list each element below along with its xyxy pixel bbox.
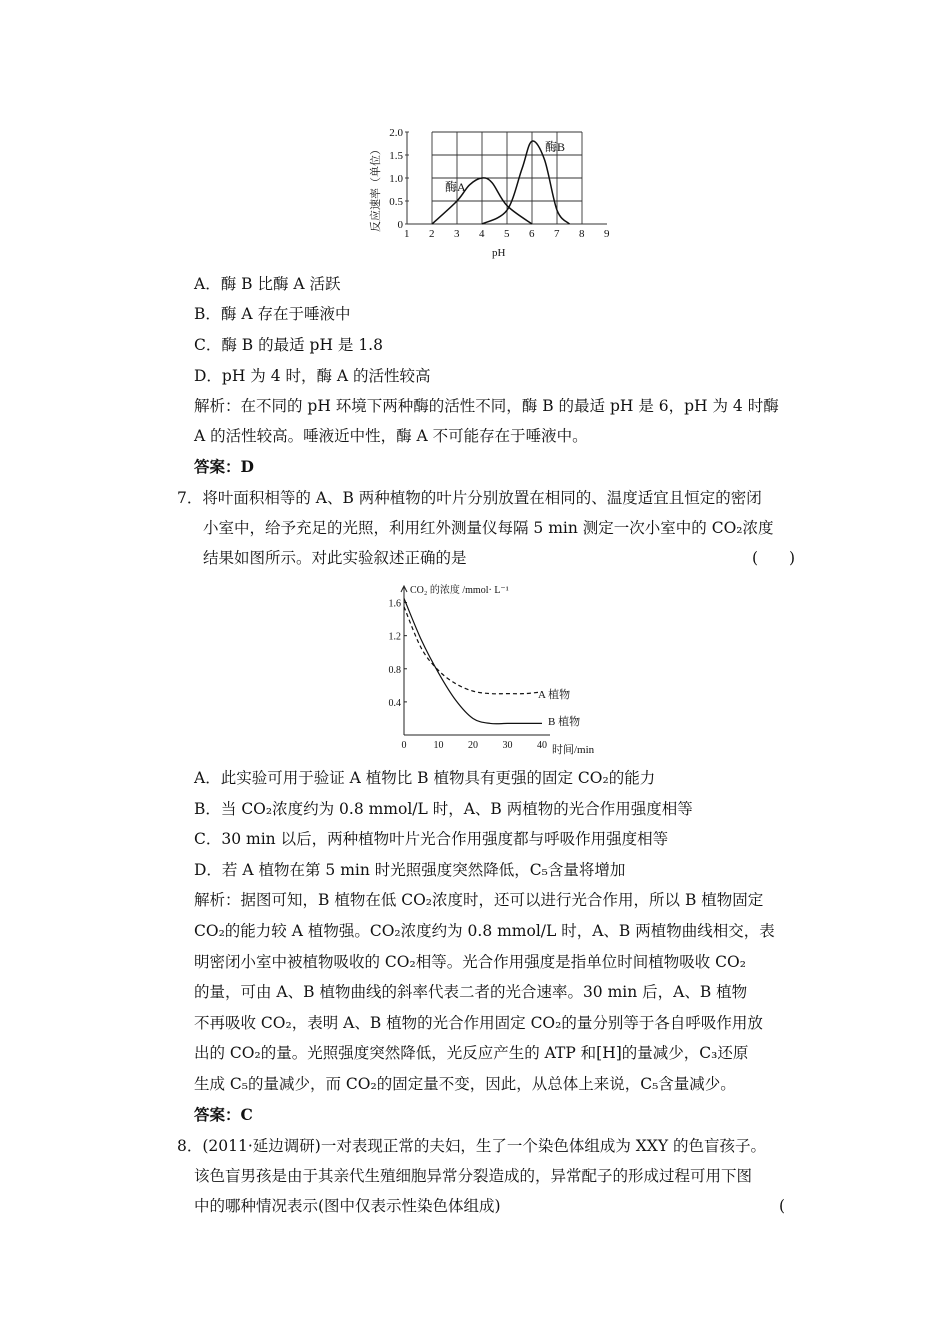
chart2-x-tick: 20 xyxy=(468,740,478,751)
q7-option-a: A．此实验可用于验证 A 植物比 B 植物具有更强的固定 CO₂的能力 xyxy=(194,769,656,787)
chart2-ylabel: CO₂ 的浓度 /mmol· L⁻¹ xyxy=(410,585,509,596)
chart2-y-tick: 1.6 xyxy=(388,598,401,610)
q7-stem-line-2: 小室中，给予充足的光照，利用红外测量仪每隔 5 min 测定一次小室中的 CO₂浓度 xyxy=(203,519,774,537)
chart1-x-tick: 1 xyxy=(404,228,410,240)
q7-analysis-line-5: 不再吸收 CO₂，表明 A、B 植物的光合作用固定 CO₂的量分别等于各自呼吸作用放 xyxy=(194,1014,763,1032)
q7-option-b: B．当 CO₂浓度约为 0.8 mmol/L 时，A、B 两植物的光合作用强度相等 xyxy=(194,800,693,818)
chart1-y-tick: 1.0 xyxy=(389,173,403,185)
chart1-x-tick: 5 xyxy=(504,228,510,240)
chart1-y-tick: 1.5 xyxy=(389,150,403,162)
q7-option-d: D．若 A 植物在第 5 min 时光照强度突然降低，C₅含量将增加 xyxy=(194,861,626,879)
enzyme-ph-chart xyxy=(365,122,625,260)
chart1-x-tick: 2 xyxy=(429,228,435,240)
chart2-legend-b: B 植物 xyxy=(548,716,581,728)
chart1-x-tick: 3 xyxy=(454,228,460,240)
q7-analysis-line-2: CO₂的能力较 A 植物强。CO₂浓度约为 0.8 mmol/L 时，A、B 两植物曲线相交，表 xyxy=(194,922,775,940)
chart1-x-tick: 7 xyxy=(554,228,560,240)
chart2-series-plant-b xyxy=(404,598,542,723)
q8-answer-bracket: ( xyxy=(779,1197,786,1215)
chart1-x-tick: 9 xyxy=(604,228,610,240)
q8-stem-line-3: 中的哪种情况表示(图中仅表示性染色体组成) xyxy=(194,1197,501,1215)
chart1-y-tick: 0.5 xyxy=(389,196,403,208)
q7-analysis-line-6: 出的 CO₂的量。光照强度突然降低，光反应产生的 ATP 和[H]的量减少，C₃还原 xyxy=(194,1044,749,1062)
q7-analysis-line-3: 明密闭小室中被植物吸收的 CO₂相等。光合作用强度是指单位时间植物吸收 CO₂ xyxy=(194,953,746,971)
chart1-x-tick: 8 xyxy=(579,228,585,240)
co2-concentration-chart xyxy=(380,578,610,758)
q6-option-d: D．pH 为 4 时，酶 A 的活性较高 xyxy=(194,367,431,385)
q8-stem-line-2: 该色盲男孩是由于其亲代生殖细胞异常分裂造成的，异常配子的形成过程可用下图 xyxy=(194,1167,753,1185)
chart1-x-tick: 6 xyxy=(529,228,535,240)
q7-option-c: C．30 min 以后，两种植物叶片光合作用强度都与呼吸作用强度相等 xyxy=(194,830,669,848)
q7-answer: 答案：C xyxy=(194,1105,253,1124)
q6-answer: 答案：D xyxy=(194,457,254,476)
chart2-xlabel: 时间/min xyxy=(552,744,595,756)
chart1-ylabel: 反应速率（单位） xyxy=(370,144,382,232)
q7-analysis-line-7: 生成 C₅的量减少，而 CO₂的固定量不变，因此，从总体上来说，C₅含量减少。 xyxy=(194,1075,736,1093)
chart2-series-plant-a xyxy=(404,607,542,694)
chart2-y-tick: 0.8 xyxy=(388,664,401,676)
chart2-y-tick: 1.2 xyxy=(388,631,401,643)
q7-analysis-line-1: 解析：据图可知，B 植物在低 CO₂浓度时，还可以进行光合作用，所以 B 植物固定 xyxy=(194,891,764,909)
q7-analysis-line-4: 的量，可由 A、B 植物曲线的斜率代表二者的光合速率。30 min 后，A、B 植物 xyxy=(194,983,748,1001)
chart1-legend-enzyme-a: 酶A xyxy=(445,180,466,194)
q6-option-b: B．酶 A 存在于唾液中 xyxy=(194,305,351,323)
chart1-y-tick: 0 xyxy=(397,219,403,231)
chart1-legend-enzyme-b: 酶B xyxy=(545,140,566,154)
chart1-x-tick: 4 xyxy=(479,228,485,240)
q7-stem-line-3: 结果如图所示。对此实验叙述正确的是 xyxy=(203,549,467,567)
chart1-xlabel: pH xyxy=(492,247,506,259)
chart2-x-tick: 40 xyxy=(537,740,547,751)
q6-analysis-line-1: 解析：在不同的 pH 环境下两种酶的活性不同，酶 B 的最适 pH 是 6，pH 为 4 时酶 xyxy=(194,397,779,415)
q7-stem-line-1: 7．将叶面积相等的 A、B 两种植物的叶片分别放置在相同的、温度适宜且恒定的密闭 xyxy=(177,489,762,507)
q7-answer-bracket: ( ) xyxy=(752,549,796,567)
q6-analysis-line-2: A 的活性较高。唾液近中性，酶 A 不可能存在于唾液中。 xyxy=(194,427,588,445)
chart2-legend-a: A 植物 xyxy=(538,689,571,701)
chart2-y-tick: 0.4 xyxy=(388,697,401,709)
chart2-x-tick: 0 xyxy=(401,740,407,751)
chart2-x-tick: 10 xyxy=(433,740,444,751)
chart1-y-tick: 2.0 xyxy=(389,127,403,139)
chart2-x-tick: 30 xyxy=(502,740,513,751)
q6-option-a: A．酶 B 比酶 A 活跃 xyxy=(194,275,341,293)
q6-option-c: C．酶 B 的最适 pH 是 1.8 xyxy=(194,336,383,354)
q8-stem-line-1: 8．(2011·延边调研)一对表现正常的夫妇，生了一个染色体组成为 XXY 的色盲孩子。 xyxy=(177,1137,766,1155)
